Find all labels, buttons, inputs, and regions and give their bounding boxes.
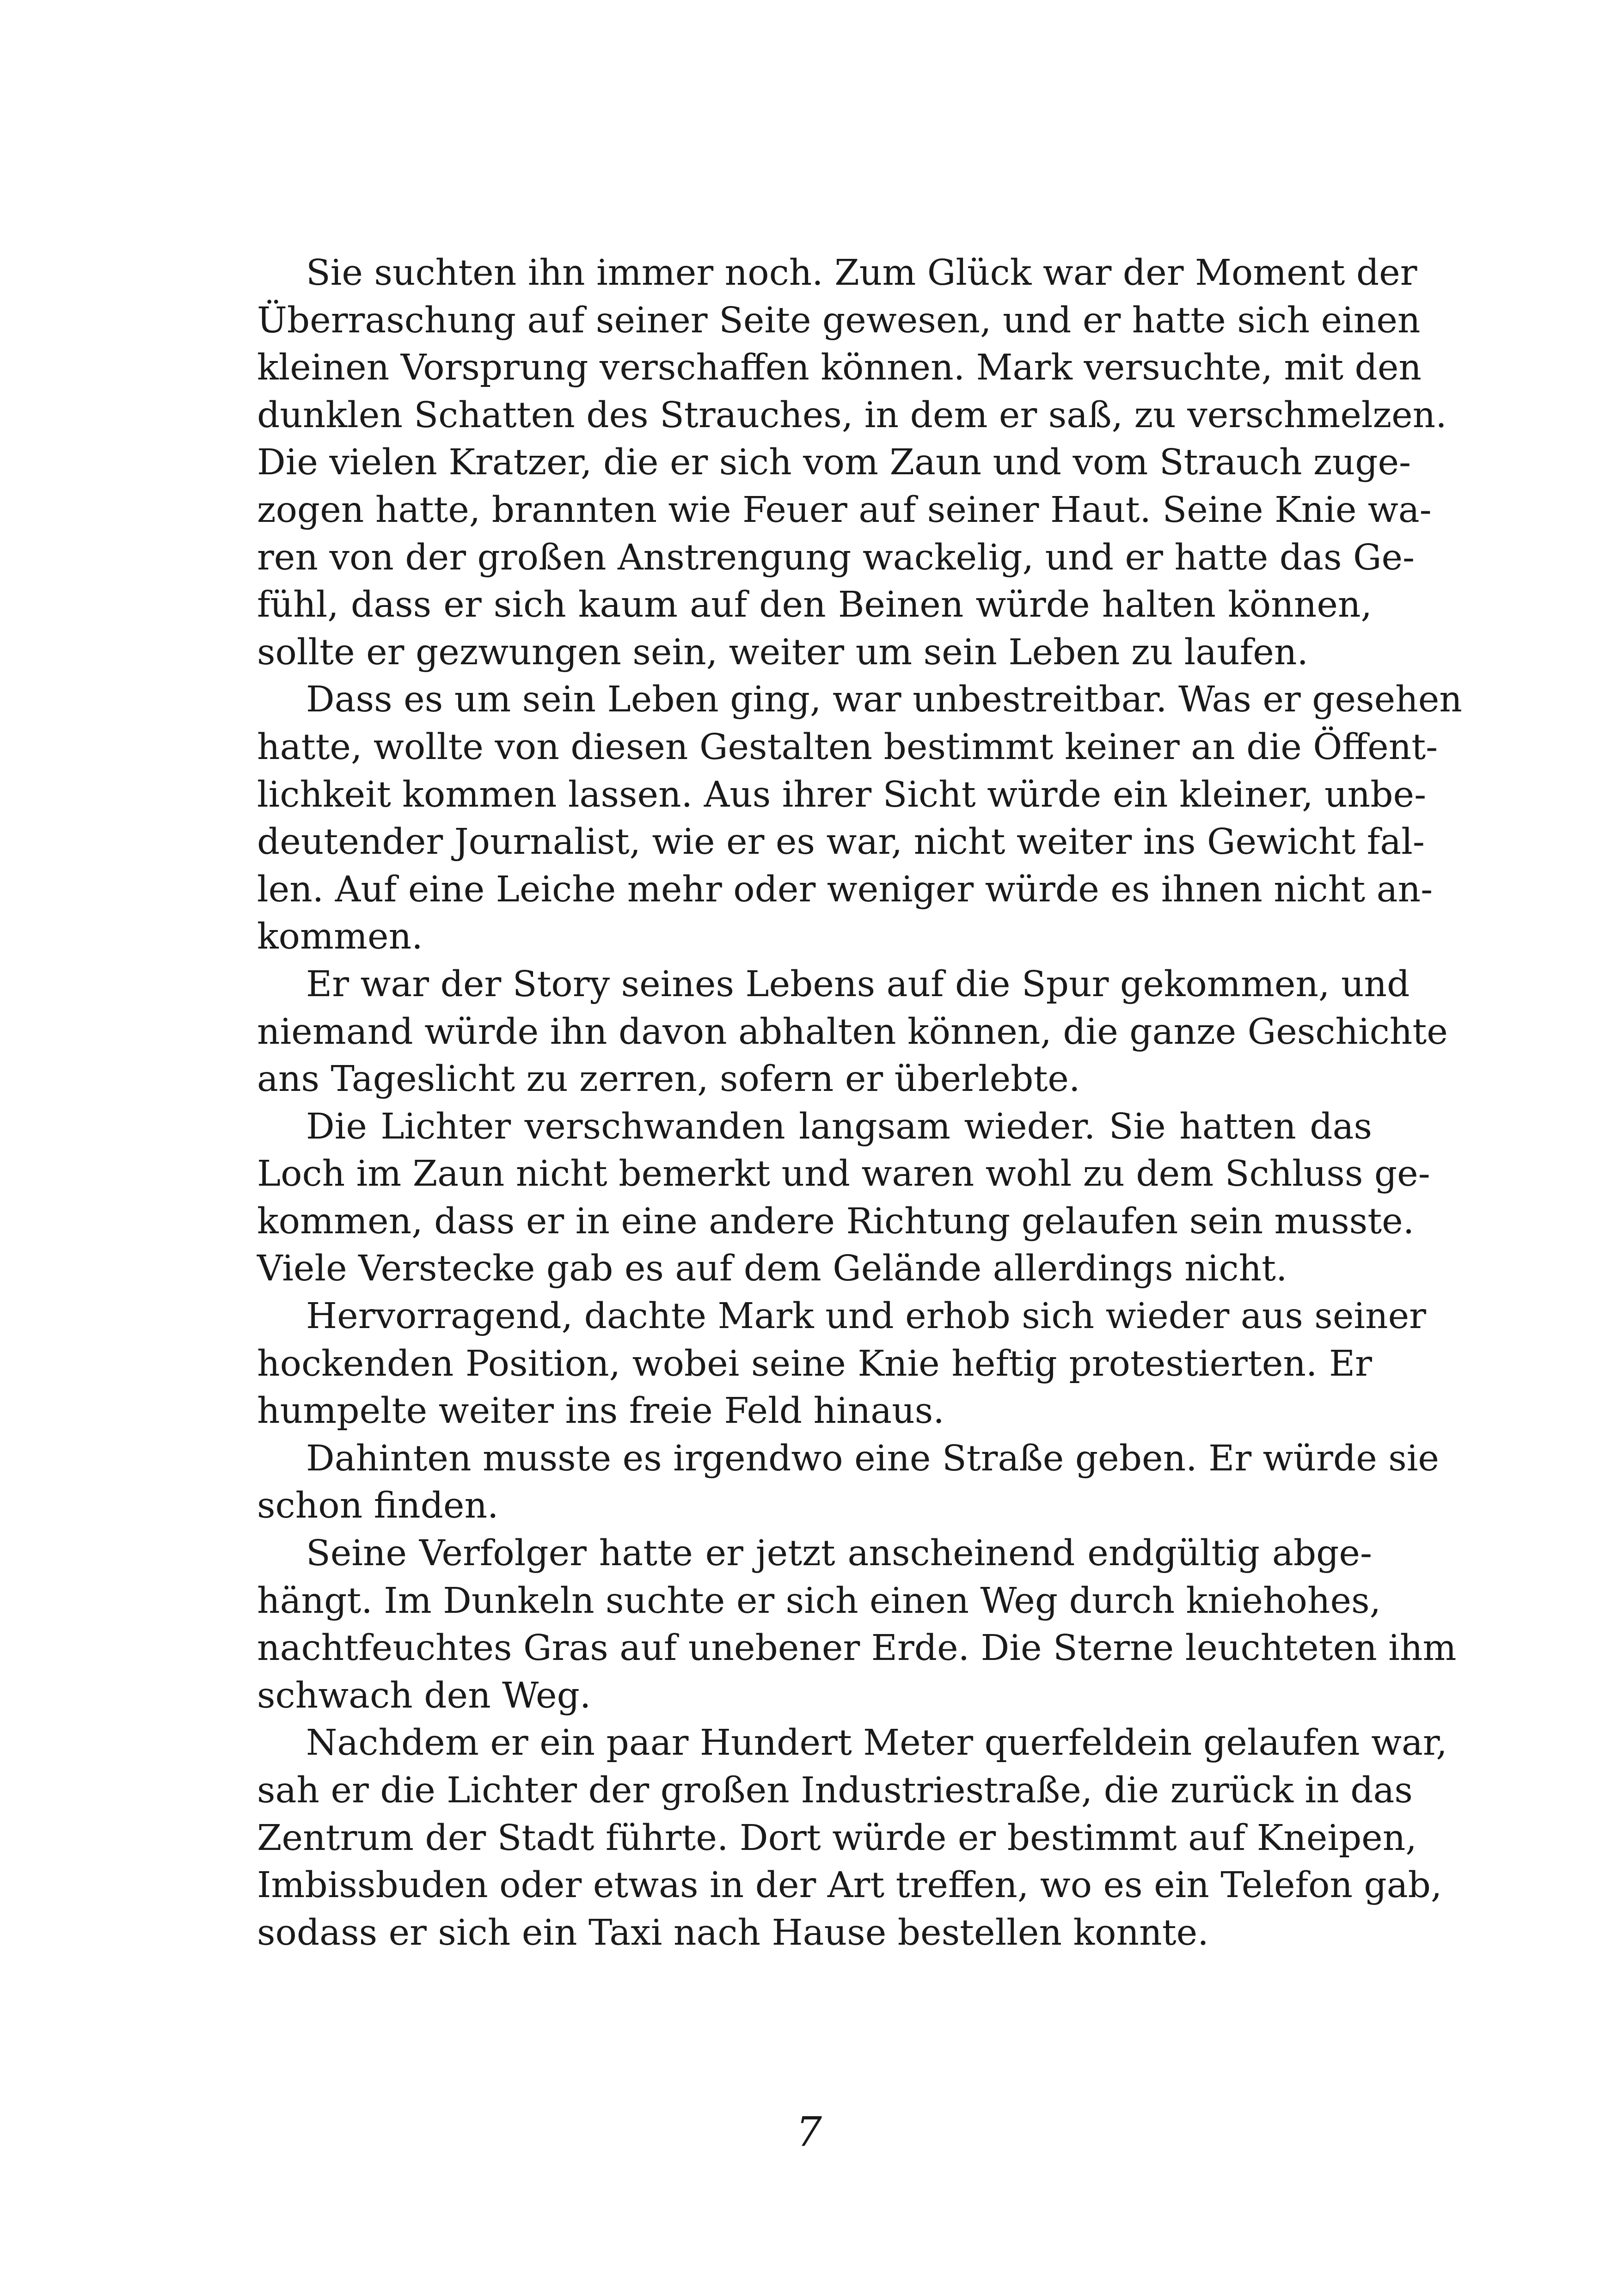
text-line: hockenden Position, wobei seine Knie heftig protestierten. Er (257, 1343, 1372, 1384)
text-line: Seine Verfolger hatte er jetzt anscheinend endgültig abge- (306, 1533, 1372, 1574)
text-line: Die Lichter verschwanden langsam wieder. Sie hatten das (306, 1106, 1372, 1147)
text-line: hatte, wollte von diesen Gestalten bestimmt keiner an die Öffent- (257, 726, 1438, 768)
page-number: 7 (796, 2108, 822, 2155)
text-line: kommen, dass er in eine andere Richtung gelaufen sein musste. (257, 1200, 1415, 1242)
paragraph (257, 961, 1448, 1103)
text-line: sah er die Lichter der großen Industriestraße, die zurück in das (257, 1770, 1413, 1811)
text-line: Loch im Zaun nicht bemerkt und waren wohl zu dem Schluss ge- (257, 1153, 1430, 1195)
text-line: niemand würde ihn davon abhalten können, die ganze Geschichte (257, 1011, 1448, 1053)
text-line: sollte er gezwungen sein, weiter um sein Leben zu laufen. (257, 631, 1308, 673)
paragraph (257, 676, 1462, 961)
paragraph (257, 1293, 1426, 1435)
text-line: sodass er sich ein Taxi nach Hause bestellen konnte. (257, 1912, 1209, 1953)
text-line: kommen. (257, 916, 423, 958)
text-line: fühl, dass er sich kaum auf den Beinen würde halten können, (257, 584, 1372, 626)
body-text (257, 250, 1462, 1957)
text-line: Imbissbuden oder etwas in der Art treffen, wo es ein Telefon gab, (257, 1865, 1442, 1906)
text-line: len. Auf eine Leiche mehr oder weniger würde es ihnen nicht an- (257, 869, 1433, 910)
text-line: ans Tageslicht zu zerren, sofern er überlebte. (257, 1059, 1080, 1100)
text-line: Zentrum der Stadt führte. Dort würde er bestimmt auf Kneipen, (257, 1817, 1417, 1859)
paragraph (257, 1435, 1439, 1530)
text-line: Überraschung auf seiner Seite gewesen, und er hatte sich einen (257, 300, 1421, 341)
text-line: kleinen Vorsprung verschaffen können. Mark versuchte, mit den (257, 347, 1422, 389)
text-line: Viele Verstecke gab es auf dem Gelände allerdings nicht. (257, 1248, 1287, 1290)
text-line: Dahinten musste es irgendwo eine Straße geben. Er würde sie (306, 1438, 1439, 1479)
text-line: Er war der Story seines Lebens auf die Spur gekommen, und (306, 963, 1410, 1005)
paragraph (257, 1103, 1430, 1293)
paragraph (257, 1720, 1447, 1957)
text-line: Dass es um sein Leben ging, war unbestreitbar. Was er gesehen (306, 679, 1462, 721)
text-line: humpelte weiter ins freie Feld hinaus. (257, 1390, 944, 1432)
text-line: Nachdem er ein paar Hundert Meter querfeldein gelaufen war, (306, 1722, 1447, 1764)
text-line: schwach den Weg. (257, 1675, 591, 1716)
text-line: zogen hatte, brannten wie Feuer auf seiner Haut. Seine Knie wa- (257, 489, 1432, 531)
text-line: hängt. Im Dunkeln suchte er sich einen Weg durch kniehohes, (257, 1580, 1381, 1622)
paragraph (257, 250, 1447, 676)
text-line: Sie suchten ihn immer noch. Zum Glück war der Moment der (306, 252, 1417, 294)
text-line: Die vielen Kratzer, die er sich vom Zaun und vom Strauch zuge- (257, 442, 1411, 484)
text-line: nachtfeuchtes Gras auf unebener Erde. Die Sterne leuchteten ihm (257, 1628, 1457, 1669)
text-line: lichkeit kommen lassen. Aus ihrer Sicht würde ein kleiner, unbe- (257, 774, 1427, 815)
text-line: ren von der großen Anstrengung wackelig, und er hatte das Ge- (257, 537, 1415, 578)
text-line: dunklen Schatten des Strauches, in dem er saß, zu verschmelzen. (257, 394, 1447, 436)
text-line: schon finden. (257, 1485, 499, 1527)
text-line: Hervorragend, dachte Mark und erhob sich wieder aus seiner (306, 1296, 1426, 1337)
paragraph (257, 1530, 1457, 1720)
text-line: deutender Journalist, wie er es war, nicht weiter ins Gewicht fal- (257, 821, 1425, 863)
